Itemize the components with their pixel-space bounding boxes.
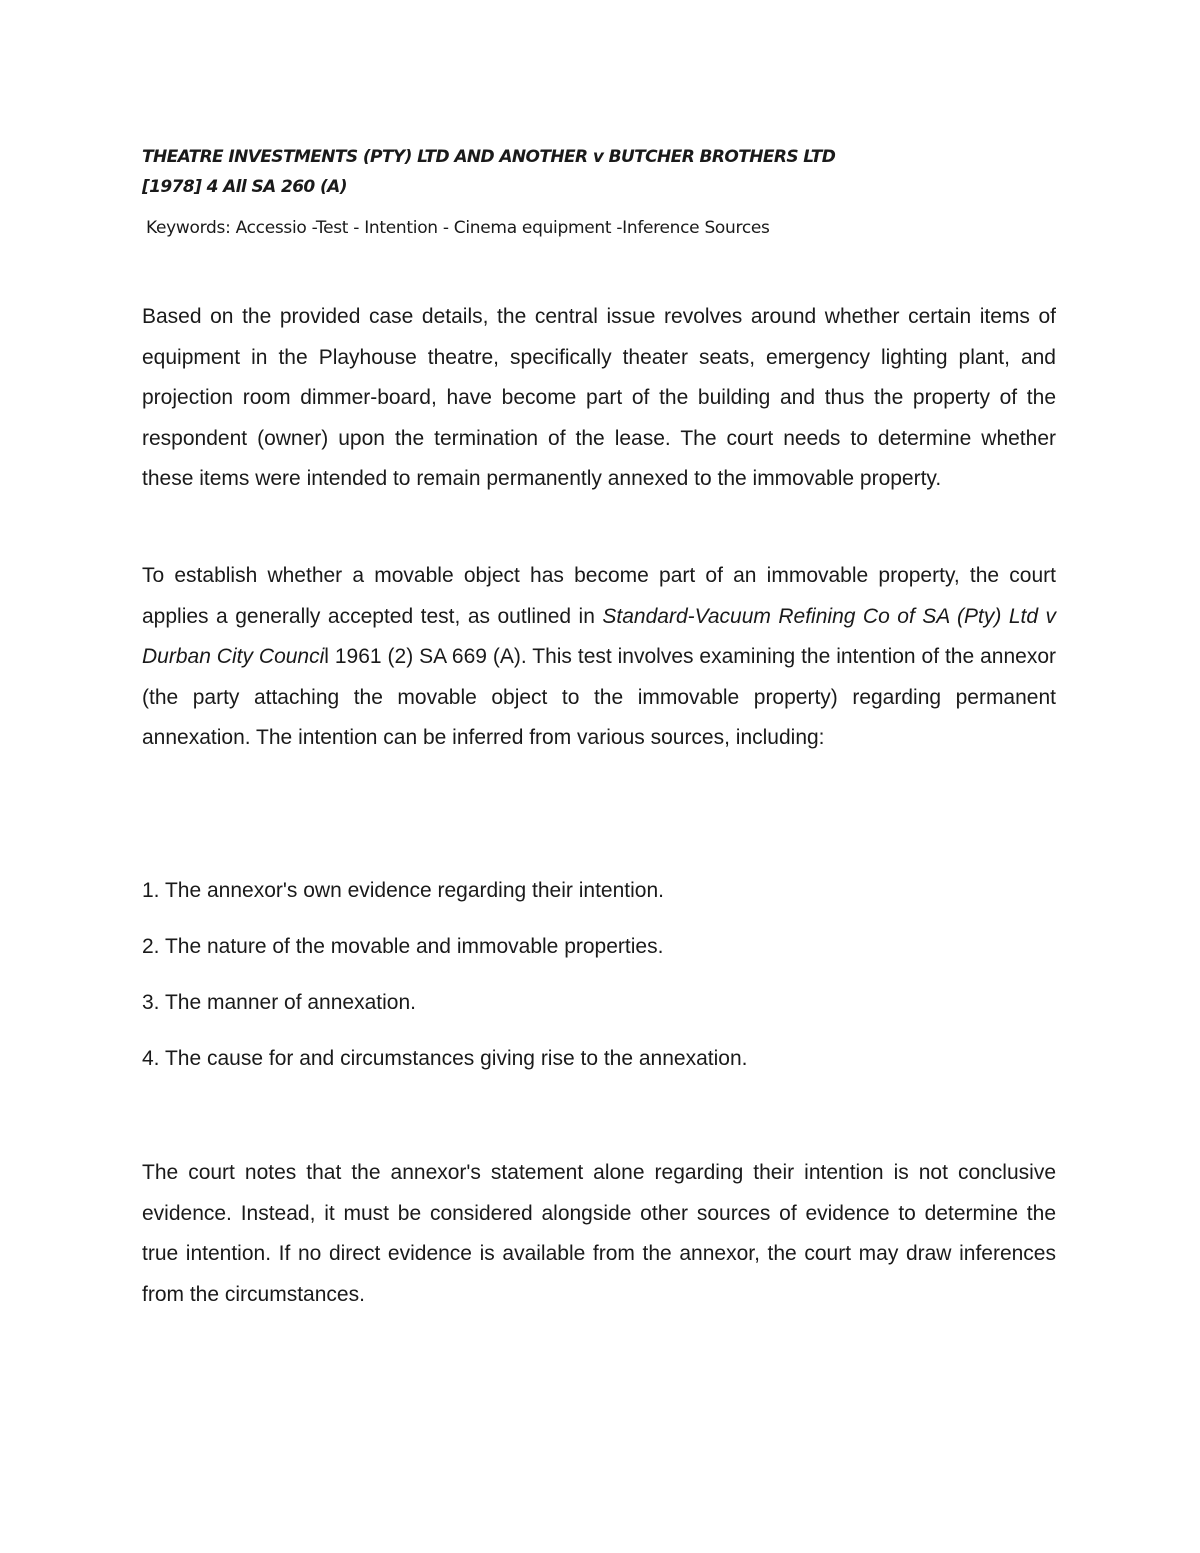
list-item: 4. The cause for and circumstances giving rise to the annexation.: [142, 1047, 748, 1070]
paragraph-conclusion: The court notes that the annexor's statement alone regarding their intention is not conclusive evidence. Instead, it must be considered alongside other sources of evidence to determine the true intention. If no direct evidence is available from the annexor, the court may draw inferences from the circumstances.: [142, 1161, 1056, 1306]
case-citation: [1978] 4 All SA 260 (A): [142, 177, 347, 197]
paragraph-test: [142, 556, 1056, 759]
paragraph-test-end: l 1961 (2) SA 669 (A). This test involves examining the intention of the annexor (the party attaching the movable object to the immovable property) regarding permanent annexation. The intention can be inferred from various sources, including:: [142, 645, 1056, 749]
paragraph-test-start: To establish whether a movable object has become part of an immovable property, the court applies a generally accepted test, as outlined in: [142, 564, 1056, 628]
case-title-line: THEATRE INVESTMENTS (PTY) LTD AND ANOTHER v BUTCHER BROTHERS LTD: [142, 147, 836, 167]
list-item: 3. The manner of annexation.: [142, 991, 416, 1014]
list-item: 1. The annexor's own evidence regarding their intention.: [142, 879, 664, 902]
keywords-line: Keywords: Accessio -Test - Intention - Cinema equipment -Inference Sources: [146, 218, 770, 238]
case-reference: Standard-Vacuum Refining Co of SA (Pty) Ltd v Durban City Counci: [142, 604, 1057, 668]
list-item: 2. The nature of the movable and immovable properties.: [142, 935, 664, 958]
case-title: [142, 142, 1062, 202]
paragraph-central-issue: Based on the provided case details, the central issue revolves around whether certain items of equipment in the Playhouse theatre, specifically theater seats, emergency lighting plant, and projection room dimmer-board, have become part of the building and thus the property of the respondent (owner) upon the termination of the lease. The court needs to determine whether these items were intended to remain permanently annexed to the immovable property.: [142, 305, 1056, 490]
